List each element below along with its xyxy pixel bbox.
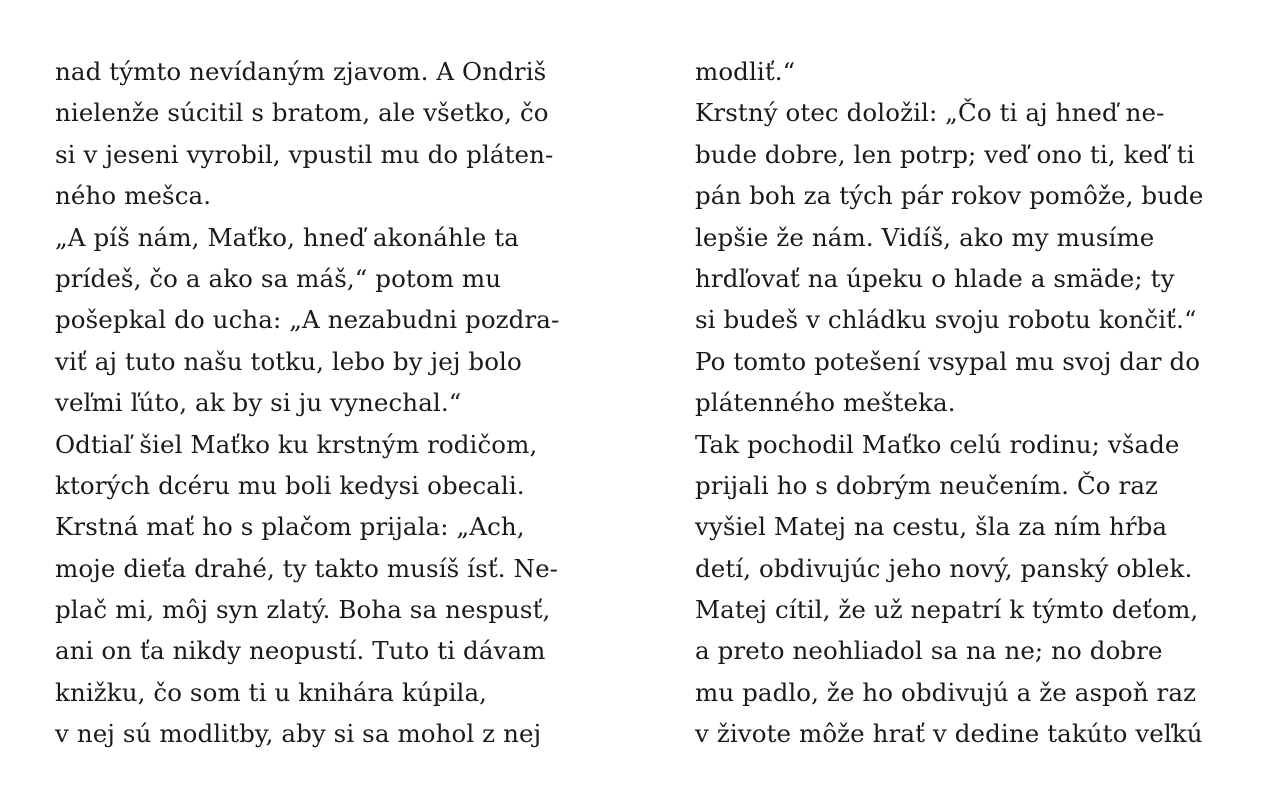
text-line: si budeš v chládku svoju robotu končiť.“ — [695, 305, 1197, 335]
text-line: bude dobre, len potrp; veď ono ti, keď ti — [695, 139, 1195, 169]
text-line: lepšie že nám. Vidíš, ako my musíme — [695, 222, 1155, 252]
text-line: Matej cítil, že už nepatrí k týmto deťom, — [695, 595, 1199, 625]
text-line: a preto neohliadol sa na ne; no dobre — [695, 636, 1163, 666]
text-line: knižku, čo som ti u knihára kúpila, — [55, 677, 488, 707]
text-line: hrdľovať na úpeku o hlade a smäde; ty — [695, 263, 1175, 293]
text-line: „A píš nám, Maťko, hneď akonáhle ta — [55, 222, 519, 252]
text-line: veľmi ľúto, ak by si ju vynechal.“ — [55, 388, 462, 418]
text-line: modliť.“ — [695, 57, 796, 86]
text-line: moje dieťa drahé, ty takto musíš ísť. Ne- — [55, 553, 559, 583]
text-line: Po tomto potešení vsypal mu svoj dar do — [695, 346, 1201, 376]
right-page-text — [695, 51, 1255, 755]
text-line: ktorých dcéru mu boli kedysi obecali. — [55, 470, 525, 500]
left-page-text — [55, 51, 615, 755]
text-line: detí, obdivujúc jeho nový, panský oblek. — [695, 553, 1193, 583]
text-line: nad týmto nevídaným zjavom. A Ondriš — [55, 57, 547, 86]
text-line: ného mešca. — [55, 181, 212, 211]
text-line: pošepkal do ucha: „A nezabudni pozdra- — [55, 305, 560, 335]
text-line: si v jeseni vyrobil, vpustil mu do pláten- — [55, 139, 554, 169]
text-line: Krstný otec doložil: „Čo ti aj hneď ne- — [695, 98, 1165, 128]
text-line: mu padlo, že ho obdivujú a že aspoň raz — [695, 677, 1197, 707]
text-line: prídeš, čo a ako sa máš,“ potom mu — [55, 263, 502, 293]
text-line: v nej sú modlitby, aby si sa mohol z nej — [55, 719, 542, 749]
text-line: vyšiel Matej na cestu, šla za ním hŕba — [695, 512, 1168, 542]
text-line: pán boh za tých pár rokov pomôže, bude — [695, 181, 1204, 211]
text-line: nielenže súcitil s bratom, ale všetko, čo — [55, 98, 549, 128]
text-line: Tak pochodil Maťko celú rodinu; všade — [695, 429, 1180, 459]
text-line: plač mi, môj syn zlatý. Boha sa nespusť, — [55, 595, 551, 625]
text-line: plátenného mešteka. — [695, 388, 956, 418]
text-line: Krstná mať ho s plačom prijala: „Ach, — [55, 512, 525, 542]
text-line: Odtiaľ šiel Maťko ku krstným rodičom, — [55, 429, 538, 459]
text-line: v živote môže hrať v dedine takúto veľkú — [695, 719, 1203, 749]
text-line: ani on ťa nikdy neopustí. Tuto ti dávam — [55, 636, 546, 666]
text-line: prijali ho s dobrým neučením. Čo raz — [695, 470, 1159, 500]
text-line: viť aj tuto našu totku, lebo by jej bolo — [55, 346, 522, 376]
